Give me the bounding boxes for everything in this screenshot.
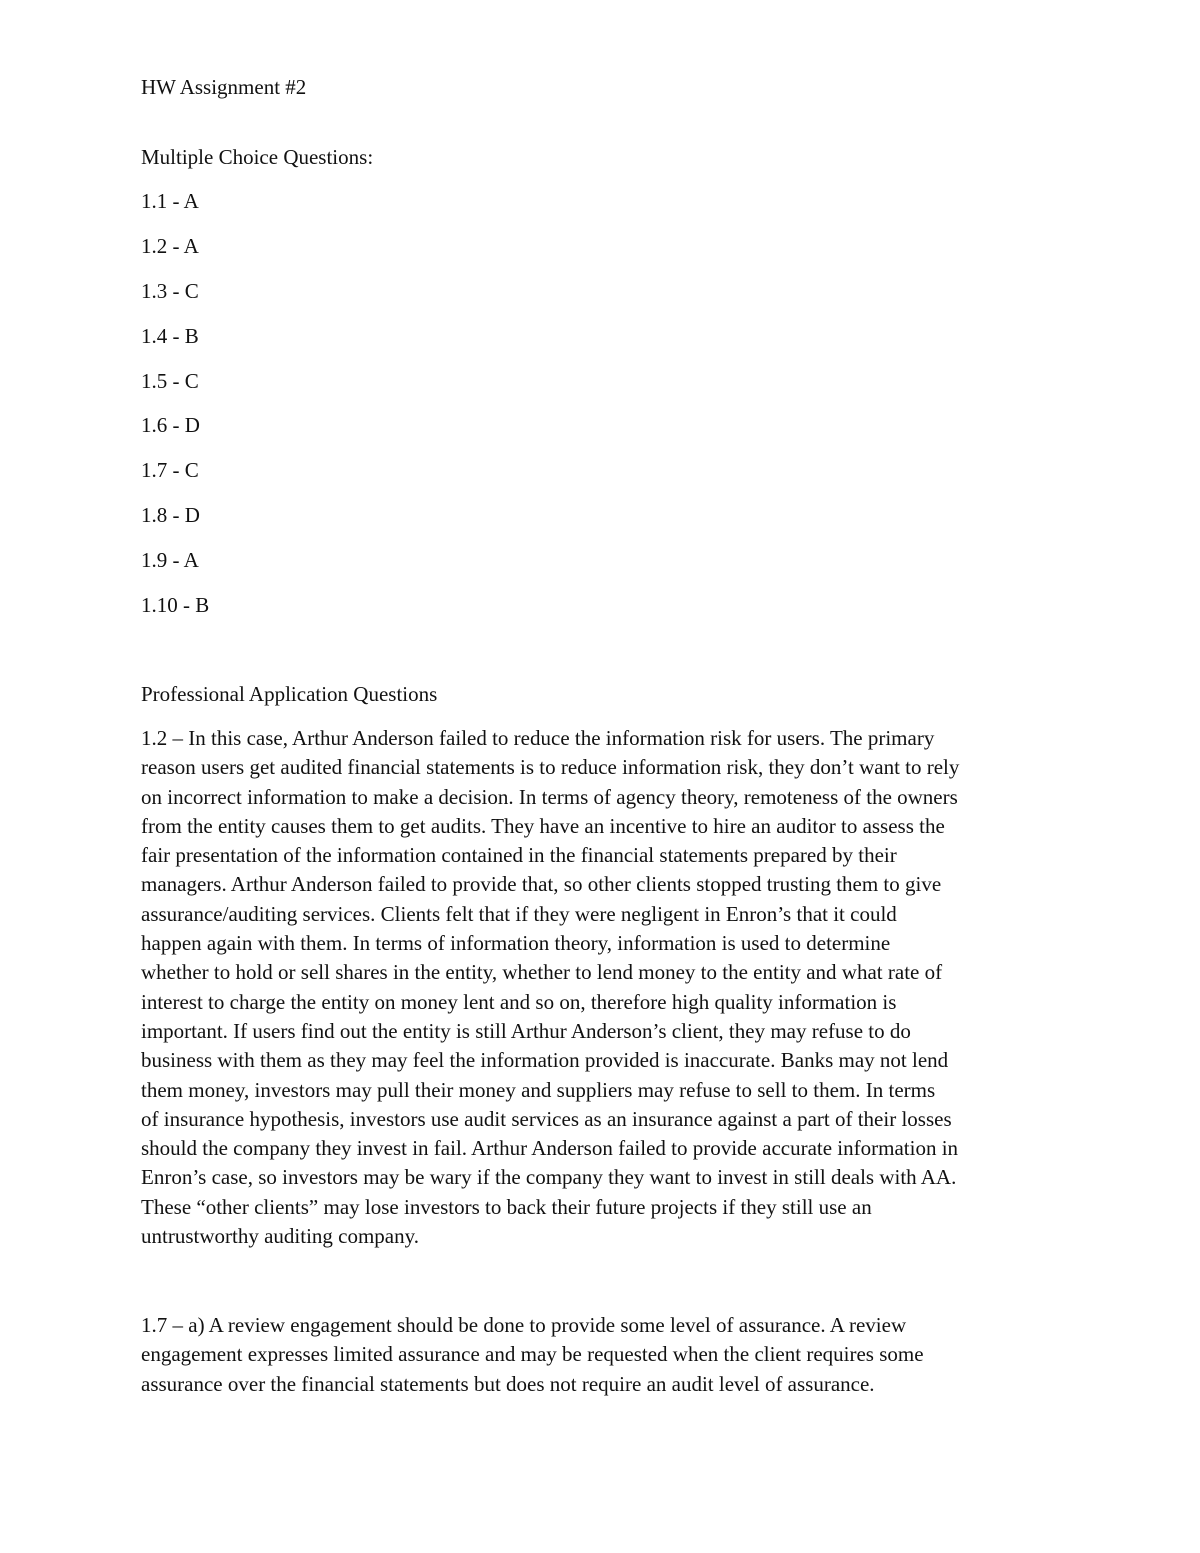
mc-answer-item: 1.3 - C xyxy=(141,278,199,303)
mc-answer-item: 1.10 - B xyxy=(141,593,210,618)
mc-answer-item: 1.7 - C xyxy=(141,458,199,483)
multiple-choice-list xyxy=(141,188,209,637)
answer-paragraph-1-7: 1.7 – a) A review engagement should be done to provide some level of assurance. A review engagement expresses limited assurance and may be requested when the client requires some assurance over the financial statements but does not require an audit level of assurance. xyxy=(141,1313,924,1396)
mc-answer-item: 1.2 - A xyxy=(141,233,199,258)
mc-answer-item: 1.5 - C xyxy=(141,368,199,393)
document-title: HW Assignment #2 xyxy=(141,75,307,99)
professional-application-heading: Professional Application Questions xyxy=(141,682,438,706)
mc-answer-item: 1.6 - D xyxy=(141,413,200,438)
mc-answer-item: 1.4 - B xyxy=(141,323,199,348)
mc-answer-item: 1.8 - D xyxy=(141,503,200,528)
mc-answer-item: 1.9 - A xyxy=(141,548,199,573)
multiple-choice-heading: Multiple Choice Questions: xyxy=(141,145,374,169)
answer-paragraph-1-2: 1.2 – In this case, Arthur Anderson failed to reduce the information risk for users. The primary reason users get audited financial statements is to reduce information risk, they don’t want to rely on incorrect information to make a decision. In terms of agency theory, remoteness of the owners from the entity causes them to get audits. They have an incentive to hire an auditor to assess the fair presentation of the information contained in the financial statements prepared by their managers. Arthur Anderson failed to provide that, so other clients stopped trusting them to give assurance/auditing services. Clients felt that if they were negligent in Enron’s that it could happen again with them. In terms of information theory, information is used to determine whether to hold or sell shares in the entity, whether to lend money to the entity and what rate of interest to charge the entity on money lent and so on, therefore high quality information is important. If users find out the entity is still Arthur Anderson’s client, they may refuse to do business with them as they may feel the information provided is inaccurate. Banks may not lend them money, investors may pull their money and suppliers may refuse to sell to them. In terms of insurance hypothesis, investors use audit services as an insurance against a part of their losses should the company they invest in fail. Arthur Anderson failed to provide accurate information in Enron’s case, so investors may be wary if the company they want to invest in still deals with AA. These “other clients” may lose investors to back their future projects if they still use an untrustworthy auditing company. xyxy=(141,726,960,1249)
mc-answer-item: 1.1 - A xyxy=(141,189,199,213)
